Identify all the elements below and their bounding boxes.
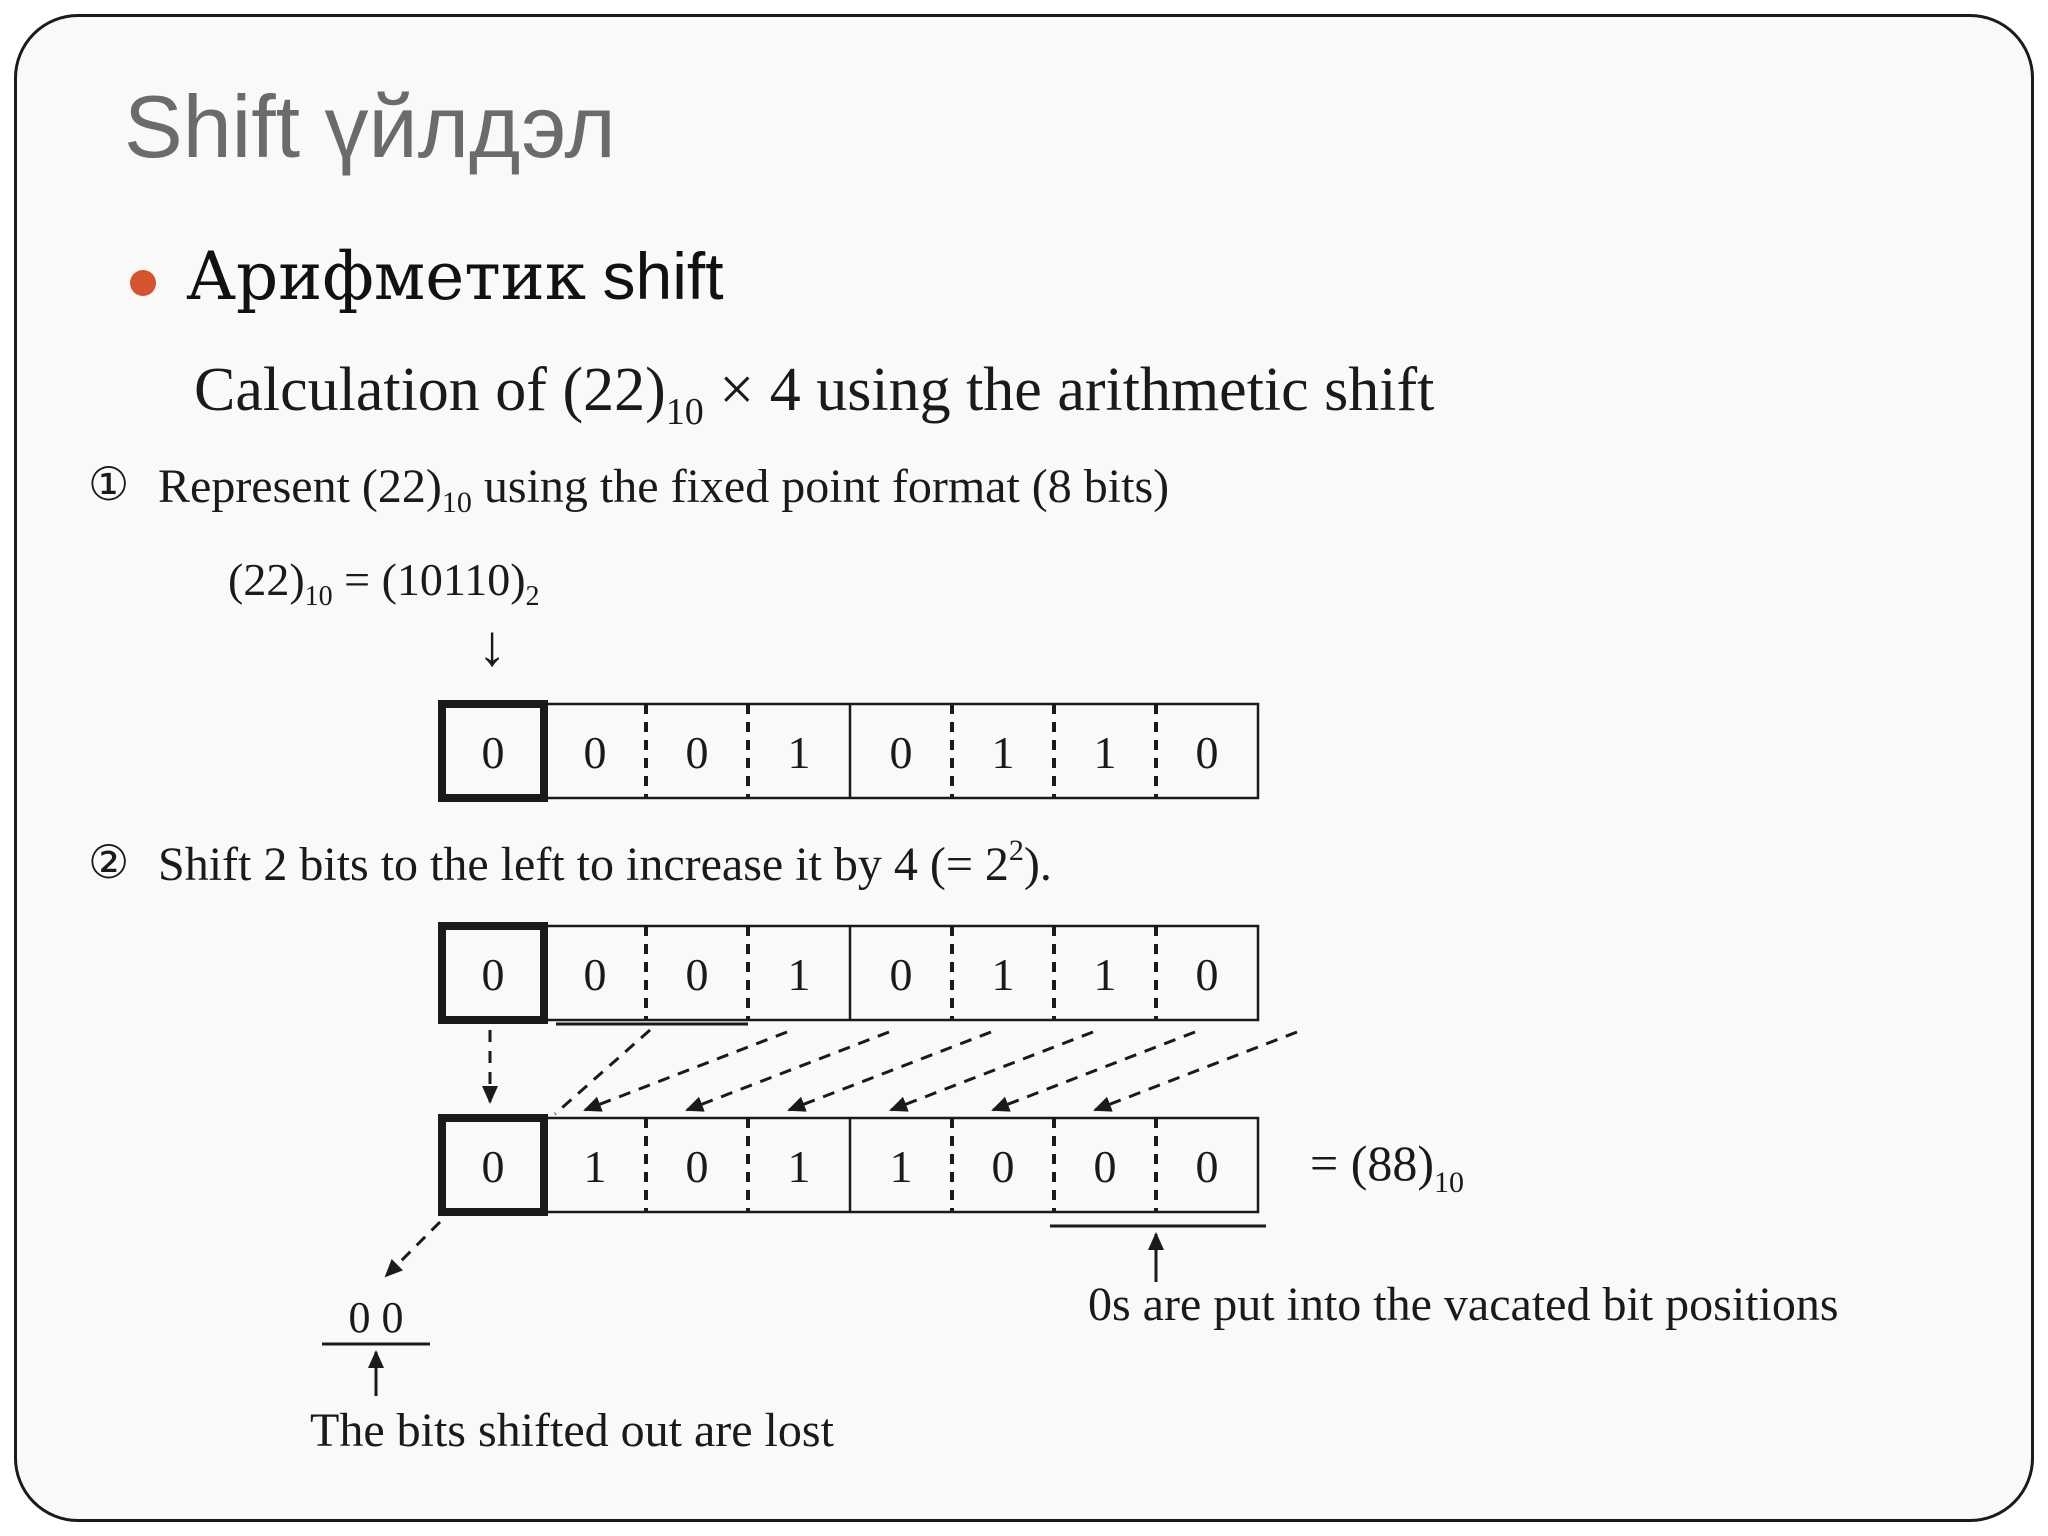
shift-arrow [585, 1032, 787, 1110]
vacated-caption: 0s are put into the vacated bit positions [1088, 1278, 1839, 1331]
down-arrow-icon: ↓ [477, 613, 507, 678]
lost-bit-arrow [386, 1222, 440, 1276]
bit-value: 0 [889, 727, 913, 778]
bullet-word-latin: shift [602, 239, 724, 313]
bit-value: 1 [991, 727, 1015, 778]
conversion-text [228, 554, 540, 612]
shift-arrow [1095, 1032, 1297, 1110]
bullet-word-cyrillic: Арифметик [186, 238, 587, 315]
bit-value: 0 [889, 949, 913, 1000]
heading-post: × 4 using the arithmetic shift [703, 356, 1435, 424]
bit-value: 1 [583, 1141, 607, 1192]
result-sub: 10 [1434, 1166, 1464, 1199]
shift-arrow [687, 1032, 889, 1110]
conversion-lhs: (22) [228, 554, 305, 605]
conversion-eq: = (10110) [332, 554, 526, 605]
shift-arrow [891, 1032, 1093, 1110]
sign-bit-value: 0 [481, 949, 505, 1000]
heading-sub: 10 [665, 391, 704, 433]
step1-post: using the fixed point format (8 bits) [471, 460, 1170, 513]
shift-arrow [789, 1032, 991, 1110]
step2-marker: ② [88, 837, 130, 888]
register-after-shift [442, 1118, 1258, 1212]
bit-value: 0 [1093, 1141, 1117, 1192]
shift-arrows [585, 1032, 1297, 1110]
conversion-lhs-sub: 10 [304, 581, 333, 612]
step1-pre: Represent (22) [158, 460, 442, 513]
diagram-heading [194, 356, 1434, 433]
bit-value: 0 [583, 949, 607, 1000]
bit-value: 1 [889, 1141, 913, 1192]
bit-value: 1 [1093, 727, 1117, 778]
sign-bit-value: 0 [481, 1141, 505, 1192]
step2-text [158, 834, 1052, 891]
step1-marker: ① [88, 459, 130, 510]
step1-text [158, 460, 1169, 519]
shift-arrow [993, 1032, 1195, 1110]
register-before-shift [442, 926, 1258, 1020]
sign-bit-value: 0 [481, 727, 505, 778]
slide-title: Shift үйлдэл [124, 77, 616, 176]
step2-pre: Shift 2 bits to the left to increase it by 4 (= 2 [158, 838, 1009, 891]
bit-value: 1 [1093, 949, 1117, 1000]
step2-sup: 2 [1008, 834, 1024, 867]
bit-value: 0 [583, 727, 607, 778]
bit-value: 0 [1195, 949, 1219, 1000]
bit-value: 1 [787, 1141, 811, 1192]
bit-value: 0 [685, 1141, 709, 1192]
step1-sub: 10 [441, 486, 472, 519]
bit-value: 1 [787, 727, 811, 778]
step2-post: ). [1023, 838, 1052, 891]
result-text [1310, 1135, 1464, 1199]
register-initial [442, 704, 1258, 798]
heading-pre: Calculation of (22) [194, 356, 666, 424]
conversion-rhs-sub: 2 [525, 581, 540, 612]
lost-caption: The bits shifted out are lost [310, 1404, 834, 1457]
lost-bits: 0 0 [348, 1293, 404, 1342]
result-pre: = (88) [1310, 1135, 1434, 1191]
bit-value: 0 [1195, 727, 1219, 778]
shift-line-lost [555, 1030, 650, 1114]
bit-value: 0 [991, 1141, 1015, 1192]
bit-value: 1 [787, 949, 811, 1000]
bit-value: 0 [1195, 1141, 1219, 1192]
bit-value: 0 [685, 949, 709, 1000]
bit-value: 1 [991, 949, 1015, 1000]
bit-value: 0 [685, 727, 709, 778]
